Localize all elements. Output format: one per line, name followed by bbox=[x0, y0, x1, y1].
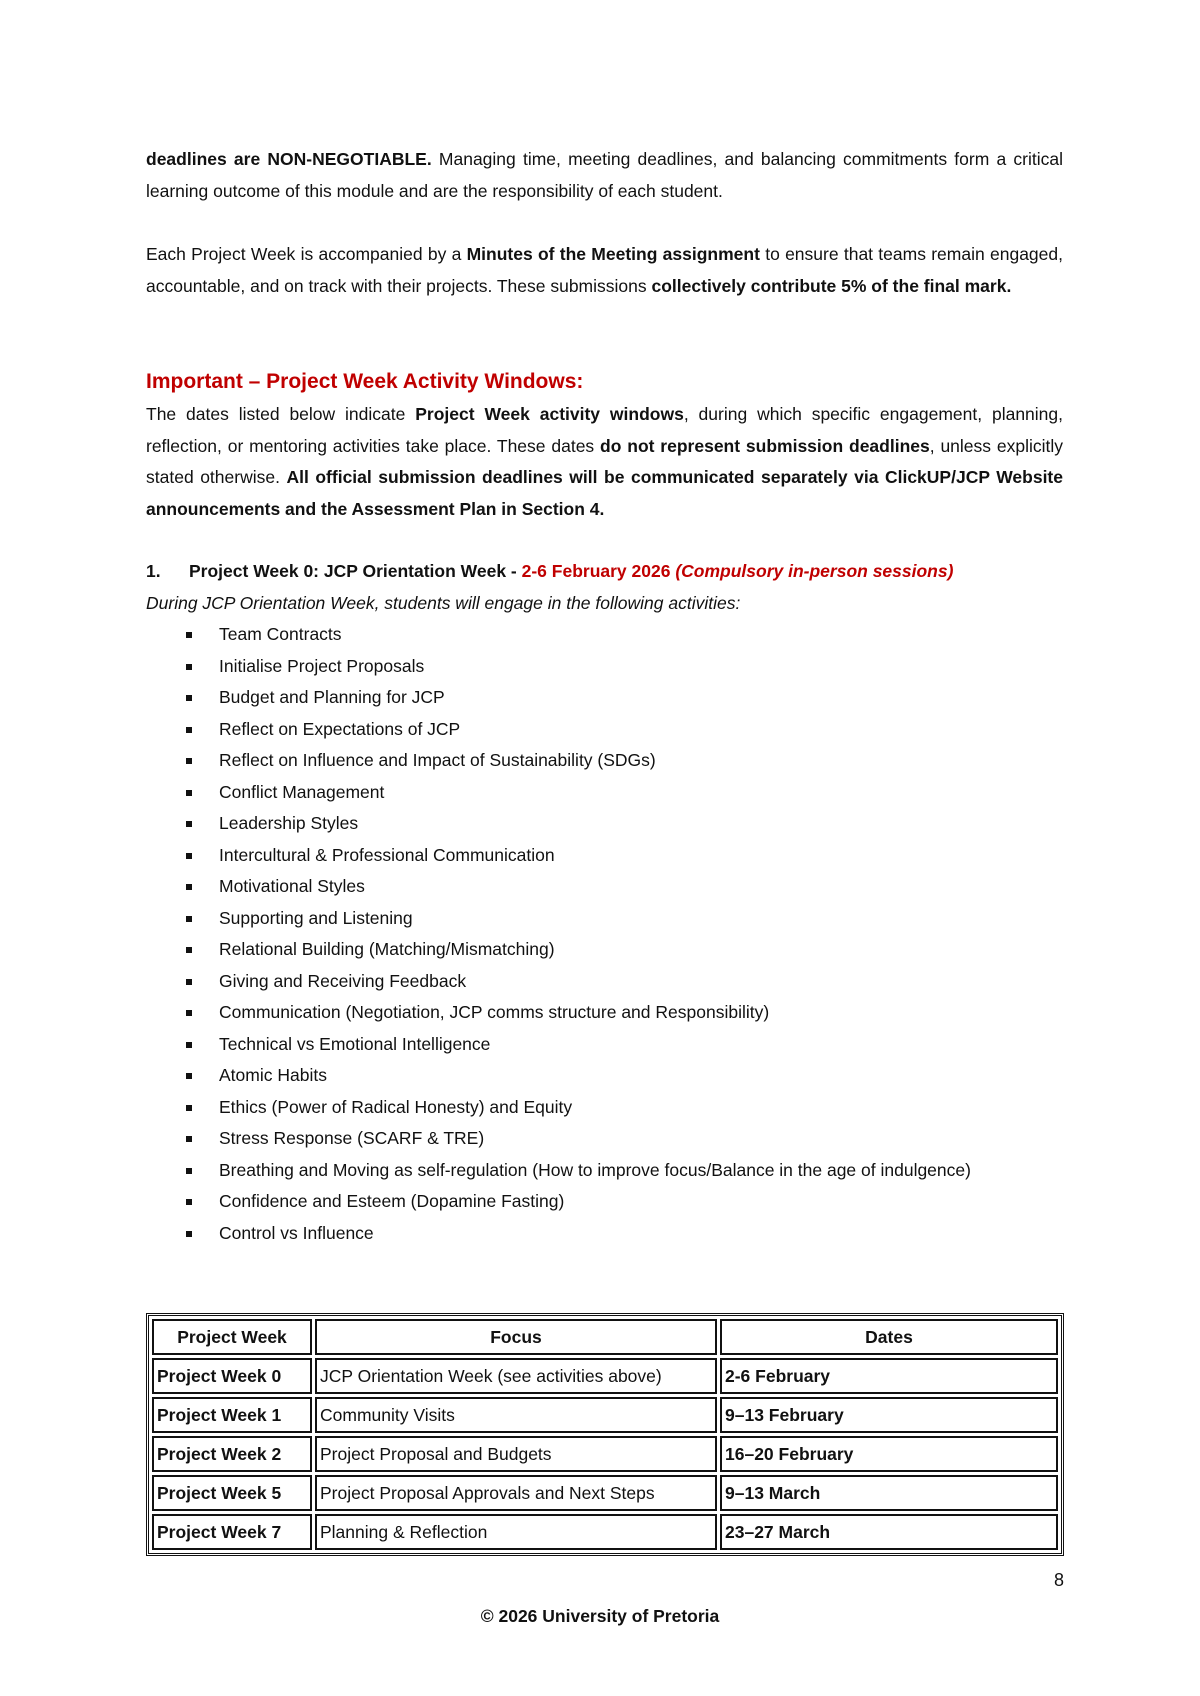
week-cell: Project Week 2 bbox=[152, 1436, 312, 1472]
list-item: Reflect on Influence and Impact of Sustainability (SDGs) bbox=[146, 745, 1063, 777]
dates-cell: 16–20 February bbox=[720, 1436, 1058, 1472]
table-row bbox=[152, 1514, 1058, 1550]
list-item: Breathing and Moving as self-regulation (How to improve focus/Balance in the age of indulgence) bbox=[146, 1155, 1063, 1187]
list-item: Conflict Management bbox=[146, 777, 1063, 809]
paragraph-deadlines bbox=[146, 144, 1063, 207]
item-title: Project Week 0: JCP Orientation Week - bbox=[189, 561, 522, 581]
item-dates: 2-6 February 2026 bbox=[521, 561, 676, 581]
dates-cell: 2-6 February bbox=[720, 1358, 1058, 1394]
list-item: Intercultural & Professional Communication bbox=[146, 840, 1063, 872]
item-number: 1. bbox=[146, 561, 161, 581]
table-body bbox=[152, 1358, 1058, 1550]
list-item: Budget and Planning for JCP bbox=[146, 682, 1063, 714]
table-row bbox=[152, 1358, 1058, 1394]
table-row bbox=[152, 1475, 1058, 1511]
dates-cell: 23–27 March bbox=[720, 1514, 1058, 1550]
list-item: Leadership Styles bbox=[146, 808, 1063, 840]
list-item: Communication (Negotiation, JCP comms structure and Responsibility) bbox=[146, 997, 1063, 1029]
list-item: Technical vs Emotional Intelligence bbox=[146, 1029, 1063, 1061]
focus-cell: Planning & Reflection bbox=[315, 1514, 717, 1550]
list-item: Initialise Project Proposals bbox=[146, 651, 1063, 683]
text: The dates listed below indicate bbox=[146, 404, 416, 424]
week-cell: Project Week 0 bbox=[152, 1358, 312, 1394]
list-item: Reflect on Expectations of JCP bbox=[146, 714, 1063, 746]
paragraph-activity-windows bbox=[146, 399, 1063, 525]
list-item: Stress Response (SCARF & TRE) bbox=[146, 1123, 1063, 1155]
list-item: Atomic Habits bbox=[146, 1060, 1063, 1092]
focus-cell: Project Proposal and Budgets bbox=[315, 1436, 717, 1472]
list-item: Ethics (Power of Radical Honesty) and Equity bbox=[146, 1092, 1063, 1124]
paragraph-minutes bbox=[146, 239, 1063, 302]
activities-list bbox=[146, 619, 1063, 1249]
column-header: Focus bbox=[315, 1319, 717, 1355]
list-item: Giving and Receiving Feedback bbox=[146, 966, 1063, 998]
text: Each Project Week is accompanied by a bbox=[146, 244, 467, 264]
text: , during which specific engagement, planning, reflection, or mentoring activities take place. These dates bbox=[146, 404, 1063, 456]
week-cell: Project Week 5 bbox=[152, 1475, 312, 1511]
text: to ensure that teams remain engaged, accountable, and on track with their projects. These submissions bbox=[146, 244, 1063, 296]
dates-cell: 9–13 March bbox=[720, 1475, 1058, 1511]
focus-cell: JCP Orientation Week (see activities above) bbox=[315, 1358, 717, 1394]
bold-text: Minutes of the Meeting assignment bbox=[466, 244, 760, 264]
text: , unless explicitly stated otherwise. bbox=[146, 435, 1064, 487]
text: Managing time, meeting deadlines, and balancing commitments form a critical learning outcome of this module and are the responsibility of each student. bbox=[146, 149, 1063, 201]
page-number: 8 bbox=[1053, 1570, 1064, 1590]
list-item: Control vs Influence bbox=[146, 1218, 1063, 1250]
item-intro: During JCP Orientation Week, students will engage in the following activities: bbox=[146, 592, 741, 613]
week-cell: Project Week 7 bbox=[152, 1514, 312, 1550]
list-item: Supporting and Listening bbox=[146, 903, 1063, 935]
bold-text: deadlines are NON-NEGOTIABLE. bbox=[146, 149, 432, 169]
list-item: Team Contracts bbox=[146, 619, 1063, 651]
item-note: (Compulsory in-person sessions) bbox=[675, 561, 954, 581]
table-row bbox=[152, 1436, 1058, 1472]
list-item: Motivational Styles bbox=[146, 871, 1063, 903]
column-header: Project Week bbox=[152, 1319, 312, 1355]
table-row bbox=[152, 1397, 1058, 1433]
footer-copyright: © 2026 University of Pretoria bbox=[480, 1606, 720, 1626]
project-weeks-table bbox=[146, 1313, 1064, 1556]
column-header: Dates bbox=[720, 1319, 1058, 1355]
bold-text: collectively contribute 5% of the final mark. bbox=[651, 275, 1012, 296]
section-heading: Important – Project Week Activity Windows: bbox=[146, 370, 584, 393]
numbered-item-1 bbox=[146, 556, 1063, 1249]
focus-cell: Project Proposal Approvals and Next Steps bbox=[315, 1475, 717, 1511]
bold-text: Project Week activity windows bbox=[415, 404, 684, 424]
bold-text: All official submission deadlines will be communicated separately via ClickUP/JCP Website announcements and the Assessment Plan in Section 4. bbox=[146, 467, 1063, 519]
table-header-row bbox=[152, 1319, 1058, 1355]
dates-cell: 9–13 February bbox=[720, 1397, 1058, 1433]
bold-text: do not represent submission deadlines bbox=[600, 435, 930, 456]
list-item: Confidence and Esteem (Dopamine Fasting) bbox=[146, 1186, 1063, 1218]
week-cell: Project Week 1 bbox=[152, 1397, 312, 1433]
list-item: Relational Building (Matching/Mismatching) bbox=[146, 934, 1063, 966]
focus-cell: Community Visits bbox=[315, 1397, 717, 1433]
